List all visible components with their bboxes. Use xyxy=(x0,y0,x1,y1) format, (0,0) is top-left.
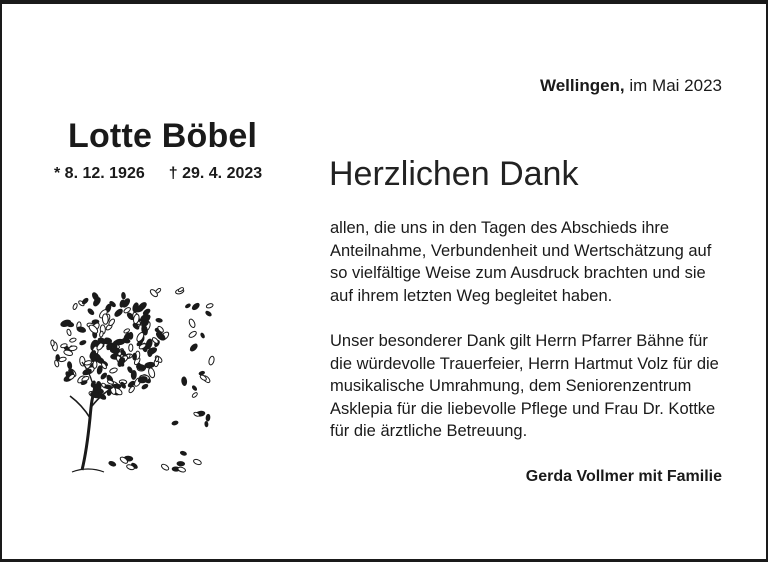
deceased-name: Lotte Böbel xyxy=(68,117,258,155)
thanks-paragraph-1: allen, die uns in den Tagen des Abschieds ihre Anteilnahme, Verbundenheit und Wertschätzung auf so vielfältige Weise zum Ausdruck brachten und sie auf ihrem letzten Weg begleitet haben. xyxy=(330,219,712,305)
tree-with-falling-leaves-icon xyxy=(42,278,222,478)
place-date-line xyxy=(540,76,722,96)
death-date: † 29. 4. 2023 xyxy=(168,165,263,182)
place-name: Wellingen, xyxy=(539,76,625,95)
date-text: im Mai 2023 xyxy=(629,76,722,95)
signature: Gerda Vollmer mit Familie xyxy=(525,468,722,485)
thanks-heading: Herzlichen Dank xyxy=(329,155,579,193)
life-dates xyxy=(54,165,262,183)
thanks-paragraph-2: Unser besonderer Dank gilt Herrn Pfarrer Bähne für die würdevolle Trauerfeier, Herrn Hartmut Volz für die musikalische Umrahmung, dem Seniorenzentrum Asklepia für die liebevolle Pflege und Frau Dr. Kottke für die ärztliche Betreuung. xyxy=(330,332,719,440)
birth-date: * 8. 12. 1926 xyxy=(54,165,145,182)
